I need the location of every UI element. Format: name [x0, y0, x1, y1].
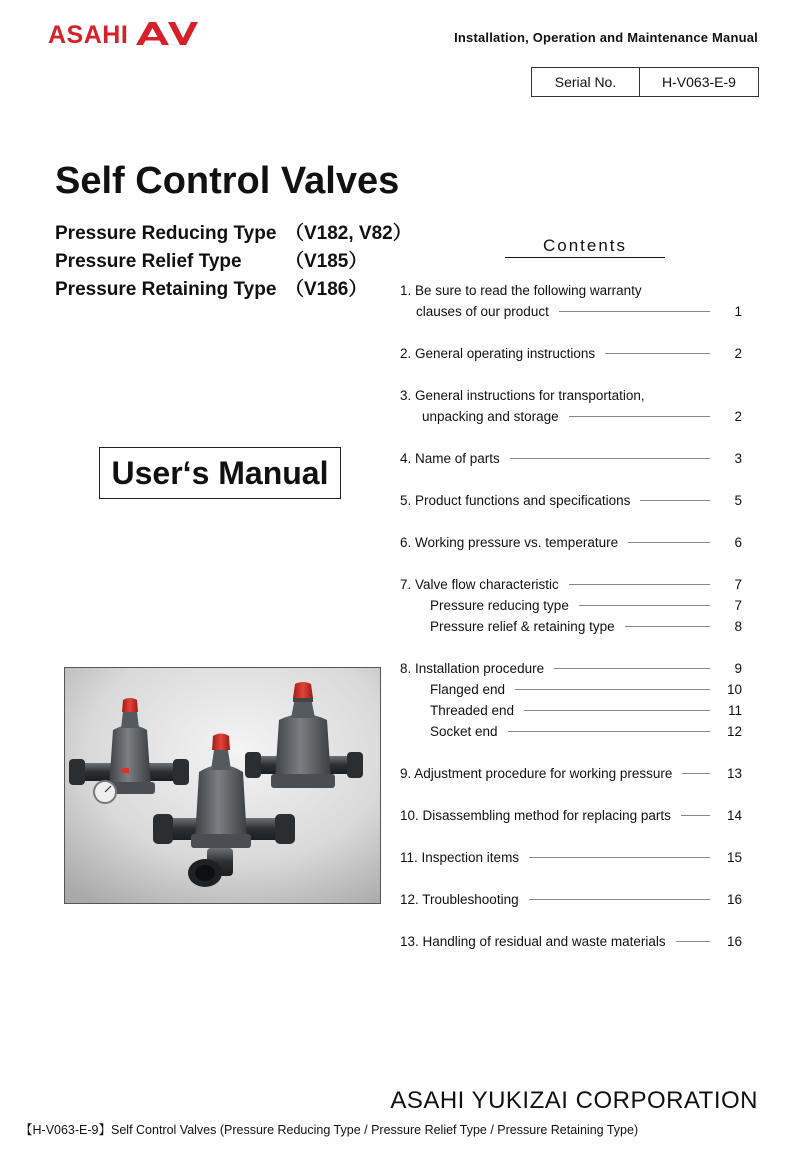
toc-label: 7. Valve flow characteristic: [400, 576, 559, 592]
toc-leader: [529, 857, 710, 858]
toc-page: 11: [727, 702, 742, 718]
toc-page: 16: [726, 933, 742, 949]
toc-label: Pressure reducing type: [430, 597, 569, 613]
toc-leader: [640, 500, 710, 501]
toc-page: 1: [734, 303, 742, 319]
toc-label: 12. Troubleshooting: [400, 891, 519, 907]
toc-leader: [515, 689, 710, 690]
toc-label: unpacking and storage: [422, 408, 559, 424]
company-name: ASAHI YUKIZAI CORPORATION: [390, 1087, 758, 1114]
toc-entry-10[interactable]: [400, 805, 742, 825]
asahi-av-logo: [48, 18, 208, 48]
toc-entry-9[interactable]: [400, 763, 742, 783]
toc-leader: [529, 899, 710, 900]
toc-label: Pressure relief & retaining type: [430, 618, 615, 634]
toc-entry-7-1[interactable]: [430, 595, 742, 615]
toc-page: 13: [726, 765, 742, 781]
toc-leader: [628, 542, 710, 543]
serial-label: Serial No.: [532, 68, 640, 96]
toc-page: 3: [734, 450, 742, 466]
toc-leader: [524, 710, 710, 711]
toc-leader: [559, 311, 710, 312]
toc-entry-8-3[interactable]: [430, 721, 742, 741]
toc-page: 2: [734, 345, 742, 361]
serial-number-box: [531, 67, 759, 97]
subtitle-models: （V186）: [285, 279, 368, 300]
toc-page: 15: [726, 849, 742, 865]
toc-label: 9. Adjustment procedure for working pressure: [400, 765, 673, 781]
toc-entry-5[interactable]: [400, 490, 742, 510]
toc-label: 11. Inspection items: [400, 849, 520, 865]
toc-leader: [625, 626, 710, 627]
toc-entry-13[interactable]: [400, 931, 742, 951]
toc-label: clauses of our product: [416, 303, 549, 319]
toc-entry-8[interactable]: [400, 658, 742, 678]
toc-entry-12[interactable]: [400, 889, 742, 909]
toc-entry-3[interactable]: [422, 406, 742, 426]
toc-entry-1[interactable]: [416, 301, 742, 321]
subtitle-models: （V185）: [285, 251, 368, 272]
toc-label: Socket end: [430, 723, 498, 739]
svg-text:ASAHI: ASAHI: [48, 21, 129, 48]
toc-label: 8. Installation procedure: [400, 660, 545, 676]
toc-label: 3. General instructions for transportation,: [400, 387, 645, 403]
toc-label: 4. Name of parts: [400, 450, 500, 466]
toc-page: 10: [726, 681, 742, 697]
toc-leader: [569, 416, 710, 417]
toc-leader: [510, 458, 710, 459]
subtitle-type: Pressure Retaining Type: [55, 279, 277, 300]
toc-page: 16: [726, 891, 742, 907]
toc-page: 5: [734, 492, 742, 508]
toc-page: 6: [734, 534, 742, 550]
contents-heading: Contents: [505, 236, 665, 258]
toc-entry-2[interactable]: [400, 343, 742, 363]
toc-label: Flanged end: [430, 681, 506, 697]
toc-leader: [579, 605, 710, 606]
subtitle-retaining: [55, 274, 367, 301]
toc-page: 9: [734, 660, 742, 676]
toc-entry-7-2[interactable]: [430, 616, 742, 636]
toc-label: 5. Product functions and specifications: [400, 492, 631, 508]
toc-leader: [676, 941, 710, 942]
subtitle-type: Pressure Reducing Type: [55, 223, 277, 244]
toc-leader: [682, 773, 710, 774]
toc-entry-8-1[interactable]: [430, 679, 742, 699]
toc-label: 1. Be sure to read the following warranty: [400, 282, 642, 298]
subtitle-models: （V182, V82）: [285, 223, 412, 244]
toc-entry-8-2[interactable]: [430, 700, 742, 720]
page-title: Self Control Valves: [55, 160, 400, 202]
footer-doc-line: 【H-V063-E-9】Self Control Valves (Pressure Reducing Type / Pressure Relief Type / Pressure Retaining Type): [20, 1123, 639, 1137]
toc-leader: [508, 731, 710, 732]
toc-label: 2. General operating instructions: [400, 345, 596, 361]
toc-label: 6. Working pressure vs. temperature: [400, 534, 619, 550]
toc-entry-1a[interactable]: [400, 280, 758, 300]
toc-label: Threaded end: [430, 702, 515, 718]
serial-value: H-V063-E-9: [662, 74, 736, 90]
toc-label: 13. Handling of residual and waste materials: [400, 933, 666, 949]
toc-entry-4[interactable]: [400, 448, 742, 468]
toc-leader: [681, 815, 710, 816]
toc-leader: [554, 668, 710, 669]
toc-page: 7: [734, 597, 742, 613]
manual-type-label: Installation, Operation and Maintenance Manual: [454, 30, 758, 45]
toc-entry-3a[interactable]: [400, 385, 758, 405]
users-manual-box: User‘s Manual: [99, 447, 341, 499]
subtitle-relief: [55, 246, 367, 273]
toc-entry-6[interactable]: [400, 532, 742, 552]
toc-entry-11[interactable]: [400, 847, 742, 867]
toc-page: 8: [734, 618, 742, 634]
product-photo: [64, 667, 381, 904]
toc-leader: [605, 353, 710, 354]
subtitle-reducing: [55, 218, 412, 245]
toc-page: 14: [726, 807, 742, 823]
toc-leader: [569, 584, 710, 585]
toc-label: 10. Disassembling method for replacing parts: [400, 807, 671, 823]
toc-entry-7[interactable]: [400, 574, 742, 594]
toc-page: 7: [734, 576, 742, 592]
toc-page: 12: [726, 723, 742, 739]
toc-page: 2: [734, 408, 742, 424]
subtitle-type: Pressure Relief Type: [55, 251, 242, 272]
